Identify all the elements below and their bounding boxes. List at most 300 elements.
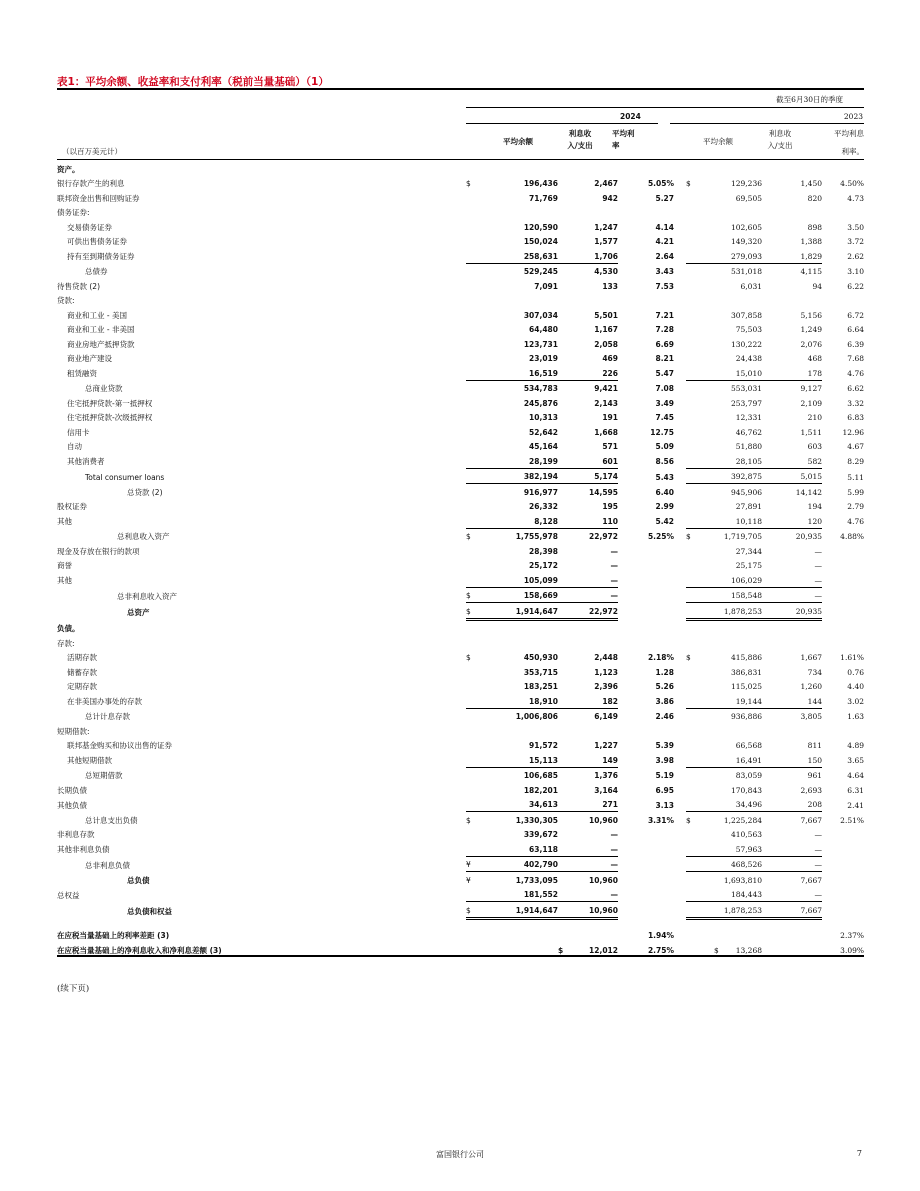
avg-balance-2023 (700, 635, 762, 650)
table-row (57, 587, 864, 603)
row-label: 总利息收入资产 (117, 532, 170, 541)
currency-2023 (686, 738, 700, 753)
avg-balance-2023: 307,858 (730, 310, 762, 320)
rate-2023: 4.76 (847, 517, 864, 526)
row-label: 活期存款 (67, 653, 97, 662)
row-label: 联邦基金购买和协议出售的证券 (67, 741, 172, 750)
table-row (57, 603, 864, 620)
avg-balance-2024: 353,715 (523, 667, 558, 677)
rate-2024: 7.53 (655, 281, 674, 291)
interest-2023: 2,693 (800, 785, 822, 795)
row-label: 自动 (67, 442, 82, 451)
interest-2023: 20,935 (795, 532, 822, 541)
row-label: 租赁融资 (67, 369, 97, 378)
currency-2023 (686, 664, 700, 679)
currency-2023 (686, 782, 700, 797)
currency-2024 (466, 543, 482, 558)
table-body (57, 161, 864, 918)
avg-balance-2023: 279,093 (700, 248, 762, 263)
spacer (674, 380, 686, 395)
interest-2024: 2,467 (594, 179, 618, 188)
currency-2023 (686, 887, 700, 902)
spacer (674, 176, 686, 191)
interest-2024: — (610, 830, 618, 839)
header-rate-2023-line1: 平均利息 (834, 129, 864, 138)
header-rate-2024 (612, 128, 658, 152)
rate-2023 (822, 558, 864, 573)
interest-2023: 468 (807, 354, 822, 363)
rate-2023: 4.89 (847, 741, 864, 750)
avg-balance-2024: 105,099 (482, 572, 558, 587)
avg-balance-2023: 25,175 (735, 561, 762, 570)
table-row (57, 752, 864, 767)
avg-balance-2024 (482, 161, 558, 176)
interest-2024: 226 (558, 365, 618, 380)
currency-2024 (466, 351, 482, 366)
avg-balance-2024: 34,613 (482, 797, 558, 812)
row-label: 非利息存款 (57, 830, 95, 839)
currency-2023 (686, 410, 700, 425)
avg-balance-2023: 27,344 (735, 546, 762, 556)
currency-2024 (466, 558, 482, 573)
rate-2023: 6.39 (847, 339, 864, 349)
interest-2024: 195 (602, 502, 618, 511)
interest-2024: 149 (558, 752, 618, 767)
avg-balance-2024 (482, 205, 558, 220)
rate-2024 (618, 543, 674, 558)
table-row (57, 468, 864, 484)
currency-2023: $ (686, 815, 691, 825)
row-label: 贷款: (57, 296, 75, 305)
header-interest-2024-line2: 入/支出 (567, 141, 593, 150)
header-interest-2024 (556, 128, 604, 152)
rate-2024: 5.39 (655, 741, 674, 750)
rate-2024: 2.46 (655, 712, 674, 721)
interest-2024: 942 (602, 193, 618, 203)
row-label: 商业地产建设 (67, 354, 112, 363)
row-label: 在应税当量基础上的利率差距 (3) (57, 931, 170, 940)
rate-2024 (618, 587, 674, 603)
currency-2023 (686, 499, 700, 514)
row-label: 长期负债 (57, 785, 87, 795)
rate-2023: 3.65 (847, 756, 864, 765)
avg-balance-2023 (700, 723, 762, 738)
avg-balance-2023: 106,029 (700, 572, 762, 587)
avg-balance-2024: 71,769 (529, 193, 558, 203)
currency-2023 (686, 558, 700, 573)
interest-2023: — (762, 841, 822, 856)
interest-2024: 22,972 (558, 603, 618, 620)
rate-2023 (822, 902, 864, 919)
rate-2024: 5.26 (655, 682, 674, 691)
interest-2024: 10,960 (589, 815, 618, 825)
currency-2023 (686, 424, 700, 439)
rate-2024: 4.14 (655, 222, 674, 232)
currency-2024 (466, 322, 482, 337)
table-row (57, 365, 864, 380)
spacer (674, 234, 686, 249)
avg-balance-2024: 182,201 (523, 785, 558, 795)
avg-balance-2024: 15,113 (482, 752, 558, 767)
currency-2024 (466, 752, 482, 767)
table-row (57, 543, 864, 558)
interest-2023: 5,015 (762, 468, 822, 484)
interest-2024: 6,149 (594, 712, 618, 721)
row-label: 总资产 (127, 608, 150, 617)
header-interest-2023 (756, 128, 804, 152)
currency-2024 (466, 439, 482, 454)
rate-2024: 2.99 (655, 502, 674, 511)
rate-2024: 3.49 (655, 398, 674, 408)
year-current-rule (466, 123, 658, 124)
rate-2024: 3.43 (655, 267, 674, 276)
rate-2023 (822, 872, 864, 887)
currency-2023 (686, 248, 700, 263)
interest-2023: 178 (762, 365, 822, 380)
currency-2023 (686, 395, 700, 410)
avg-balance-2024: 150,024 (523, 237, 558, 246)
rate-2024: 5.43 (655, 472, 674, 482)
avg-balance-2023: 75,503 (735, 325, 762, 334)
rate-2023: 3.50 (847, 222, 864, 232)
rate-2024 (618, 827, 674, 842)
avg-balance-2023: 1,225,284 (723, 815, 762, 825)
table-row (57, 635, 864, 650)
row-label: 总非利息收入资产 (117, 591, 177, 601)
interest-2023: 961 (807, 771, 822, 780)
rate-2024 (618, 902, 674, 919)
avg-balance-2023: 115,025 (730, 682, 762, 691)
interest-2024: 2,396 (594, 682, 618, 691)
table-row (57, 278, 864, 293)
interest-2023: 7,667 (762, 902, 822, 919)
currency-2023: $ (714, 945, 719, 955)
avg-balance-2024: 402,790 (482, 856, 558, 872)
nii-2024-value: 12,012 (589, 945, 618, 955)
rate-2024: 8.21 (655, 354, 674, 363)
currency-2023 (686, 587, 700, 603)
currency-2024 (466, 723, 482, 738)
rate-2023: 2.79 (847, 502, 864, 511)
interest-2024: — (610, 561, 618, 570)
currency-2023: $ (686, 179, 691, 188)
spacer (674, 205, 686, 220)
spacer (674, 278, 686, 293)
rate-2024 (618, 887, 674, 902)
avg-balance-2024: 18,910 (482, 693, 558, 708)
interest-2024 (558, 619, 618, 635)
avg-balance-2024 (482, 293, 558, 308)
rate-2024: 4.21 (655, 237, 674, 246)
row-label: 商业和工业 - 美国 (67, 310, 127, 320)
rate-2023 (822, 603, 864, 620)
rate-2024 (618, 635, 674, 650)
row-label: 总负债和权益 (127, 907, 172, 916)
table-row (57, 395, 864, 410)
interest-2023: 2,109 (800, 398, 822, 408)
row-label: 其他非利息负债 (57, 845, 110, 854)
row-label: 总计计息存款 (85, 712, 130, 721)
period-rule (466, 107, 864, 108)
spacer (674, 513, 686, 528)
interest-2023 (762, 205, 822, 220)
rate-2023 (822, 161, 864, 176)
currency-2024 (466, 248, 482, 263)
interest-2024: 9,421 (594, 384, 618, 393)
currency-2023 (686, 635, 700, 650)
interest-2023: 1,260 (800, 682, 822, 691)
rate-2023 (822, 543, 864, 558)
rate-2024: 7.08 (655, 384, 674, 393)
row-label: 在应税当量基础上的净利息收入和净利息差额 (3) (57, 945, 222, 955)
spacer (674, 484, 686, 499)
spacer (674, 528, 686, 543)
table-row (57, 453, 864, 468)
interest-2024: 10,960 (558, 902, 618, 919)
rate-2023 (822, 841, 864, 856)
rate-2024: 2.64 (655, 252, 674, 261)
currency-2023 (686, 380, 700, 395)
currency-2024 (466, 395, 482, 410)
interest-2023: 1,829 (762, 248, 822, 263)
avg-balance-2023: 415,886 (730, 653, 762, 662)
interest-2023: 582 (762, 453, 822, 468)
interest-2023: 603 (807, 442, 822, 451)
currency-2023 (686, 365, 700, 380)
interest-2023: 1,511 (800, 427, 822, 437)
avg-balance-2023: 51,880 (735, 442, 762, 451)
spacer (674, 248, 686, 263)
spacer (674, 856, 686, 872)
header-rate-2024-line1: 平均利 (612, 129, 635, 138)
spacer (674, 293, 686, 308)
table-row (57, 708, 864, 723)
table-row (57, 619, 864, 635)
interest-2023: 5,156 (800, 310, 822, 320)
avg-balance-2024 (482, 723, 558, 738)
rate-2023: 2.41 (847, 800, 864, 810)
table-row (57, 424, 864, 439)
interest-2024: 1,706 (558, 248, 618, 263)
interest-2023: 3,805 (800, 712, 822, 721)
rate-2024: 1.28 (655, 667, 674, 677)
avg-balance-2023: 1,693,810 (723, 875, 762, 885)
avg-balance-2024: 23,019 (529, 354, 558, 363)
row-label: 其他 (57, 517, 72, 526)
table-row (57, 176, 864, 191)
table-row (57, 782, 864, 797)
interest-2024 (558, 723, 618, 738)
currency-2024 (466, 572, 482, 587)
avg-balance-2023: 69,505 (735, 193, 762, 203)
row-label: 储蓄存款 (67, 667, 97, 677)
rate-2023: 4.40 (847, 682, 864, 691)
currency-2024 (466, 410, 482, 425)
rate-2023 (822, 827, 864, 842)
avg-balance-2023: 10,118 (700, 513, 762, 528)
rate-2024 (618, 558, 674, 573)
table-row (57, 723, 864, 738)
spacer (674, 767, 686, 782)
spacer (674, 468, 686, 484)
currency-2024: $ (466, 603, 482, 620)
rate-2024: 3.13 (655, 800, 674, 810)
header-avg-balance-2023: 平均余额 (703, 137, 733, 146)
avg-balance-2024: 339,672 (523, 830, 558, 839)
spacer (674, 635, 686, 650)
currency-2023 (686, 513, 700, 528)
table-row (57, 650, 864, 665)
avg-balance-2023: 46,762 (735, 427, 762, 437)
table-row (57, 528, 864, 543)
avg-balance-2024: 10,313 (529, 413, 558, 422)
rate-2023: 4.67 (847, 442, 864, 451)
table-row (57, 499, 864, 514)
currency-2023 (686, 278, 700, 293)
interest-2024: 571 (602, 442, 618, 451)
interest-2024 (558, 635, 618, 650)
row-label: 总权益 (57, 890, 80, 900)
avg-balance-2024: 63,118 (482, 841, 558, 856)
interest-2024: 1,668 (594, 427, 618, 437)
interest-2023 (762, 619, 822, 635)
avg-balance-2023: 12,331 (735, 413, 762, 422)
avg-balance-2023: 468,526 (700, 856, 762, 872)
header-interest-2023-line2: 入/支出 (767, 141, 793, 150)
interest-2023 (762, 635, 822, 650)
currency-2023 (686, 263, 700, 278)
interest-2024 (558, 205, 618, 220)
header-avg-balance-2024: 平均余额 (503, 137, 533, 146)
currency-2023: $ (686, 653, 691, 662)
currency-2024 (466, 365, 482, 380)
interest-2024: 1,577 (594, 237, 618, 246)
interest-2024: — (610, 546, 618, 556)
rate-2024 (618, 619, 674, 635)
currency-2024 (466, 664, 482, 679)
table-row (57, 351, 864, 366)
table-row (57, 263, 864, 278)
rate-2024: 5.05% (647, 179, 674, 188)
table-row (57, 234, 864, 249)
currency-2024: ¥ (466, 856, 482, 872)
avg-balance-2023: 1,878,253 (700, 902, 762, 919)
rate-2024: 2.18% (647, 653, 674, 662)
currency-2024 (466, 219, 482, 234)
spread-section (57, 918, 864, 957)
rate-2024 (618, 205, 674, 220)
spacer (674, 679, 686, 694)
row-label: 总短期借款 (85, 771, 123, 780)
currency-2024 (466, 205, 482, 220)
currency-2024 (466, 827, 482, 842)
table-row (57, 827, 864, 842)
avg-balance-2024: 450,930 (523, 653, 558, 662)
avg-balance-2023: 27,891 (735, 502, 762, 511)
rate-2024: 3.31% (647, 815, 674, 825)
table-row (57, 307, 864, 322)
rate-2024: 1.94% (647, 931, 674, 940)
row-label: 商业房地产抵押贷款 (67, 339, 135, 349)
interest-2024: 3,164 (594, 785, 618, 795)
row-label: 持有至到期债务证券 (67, 252, 135, 261)
interest-2023: 144 (762, 693, 822, 708)
interest-2023: 210 (807, 413, 822, 422)
avg-balance-2024: 307,034 (523, 310, 558, 320)
spacer (674, 723, 686, 738)
currency-2024 (466, 293, 482, 308)
header-rate-2023 (814, 128, 864, 158)
interest-2024: 14,595 (589, 487, 618, 497)
interest-2023: 7,667 (800, 815, 822, 825)
row-label: 总债券 (85, 267, 108, 276)
rate-2023 (822, 572, 864, 587)
interest-2023: — (814, 561, 822, 570)
spacer (674, 841, 686, 856)
row-label: 其他负债 (57, 800, 87, 810)
currency-2023 (686, 619, 700, 635)
currency-2024: $ (466, 179, 471, 188)
header-interest-2024-line1: 利息收 (568, 129, 592, 138)
interest-2023: 820 (807, 193, 822, 203)
row-label: 其他 (57, 576, 72, 585)
interest-2024: 469 (602, 354, 618, 363)
row-label: 住宅抵押贷款-第一抵押权 (67, 398, 153, 408)
avg-balance-2023: 34,496 (700, 797, 762, 812)
spacer (674, 708, 686, 723)
spacer (674, 190, 686, 205)
table-row (57, 558, 864, 573)
interest-2023: — (762, 587, 822, 603)
currency-2023 (686, 767, 700, 782)
spacer (674, 395, 686, 410)
currency-2023 (686, 752, 700, 767)
avg-balance-2023: 531,018 (730, 267, 762, 276)
spacer (674, 738, 686, 753)
interest-2023: 94 (812, 281, 822, 291)
rate-2024: 8.56 (655, 457, 674, 466)
currency-2024: $ (466, 902, 482, 919)
avg-balance-2023: 392,875 (700, 468, 762, 484)
currency-2023 (686, 708, 700, 723)
spacer (674, 336, 686, 351)
rate-2024 (618, 293, 674, 308)
spacer (674, 424, 686, 439)
avg-balance-2024: 534,783 (523, 384, 558, 393)
rate-2023: 3.32 (847, 398, 864, 408)
currency-2023 (686, 827, 700, 842)
rate-2024: 5.19 (655, 771, 674, 780)
spacer (674, 797, 686, 812)
spacer (674, 572, 686, 587)
avg-balance-2024: 25,172 (529, 561, 558, 570)
currency-2024 (466, 484, 482, 499)
avg-balance-2023: 28,105 (700, 453, 762, 468)
avg-balance-2024 (482, 635, 558, 650)
interest-2024: — (558, 572, 618, 587)
unit-label: （以百万美元计） (62, 147, 122, 156)
rate-2023: 3.10 (847, 267, 864, 276)
row-label: 在非美国办事处的存款 (67, 697, 142, 706)
title-rule (57, 88, 864, 90)
table-row (57, 205, 864, 220)
row-label: 总计息支出负债 (85, 815, 138, 825)
rate-2023: 4.50% (840, 179, 864, 188)
row-label: 其他短期借款 (67, 756, 112, 765)
avg-balance-2023: 15,010 (700, 365, 762, 380)
spacer (674, 219, 686, 234)
currency-2023 (686, 902, 700, 919)
